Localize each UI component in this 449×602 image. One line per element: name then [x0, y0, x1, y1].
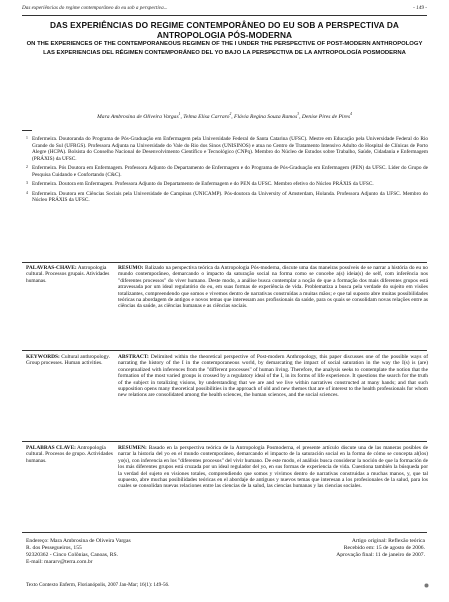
title-spanish: LAS EXPERIENCIAS DEL RÉGIMEN CONTEMPORÁNEO DEL YO BAJO LA PERSPECTIVA DE LA ANTROPOLOGÍA POSMODERNA [43, 49, 406, 56]
header-rule [22, 15, 427, 16]
article-info: Artigo original: Reflexão teórica Recebido em: 15 de agosto de 2006. Aprovação final: 11 de janeiro de 2007. [336, 538, 425, 558]
author-note: 1 Enfermeira. Doutoranda do Programa de Pós-Graduação em Enfermagem pela Universidade Federal de Santa Catarina (UFSC). Mestre em Educação pela Universidade Federal do Rio Grande do Sul (UFRGS). Professora Adjunta na Universidade do Vale do Rio dos Sinos (UNISINOS) e atua no Centro de Tratamento Intensivo Adulto do Hospital de Clínicas de Porto Alegre (HCPA). Bolsista do Conselho Nacional de Desenvolvimento Científico e Tecnológico (CNPq). Membro do Núcleo de Estudos sobre Trabalho, Saúde, Cidadania e Enfermagem (PRÁXIS) da UFSC. [26, 136, 428, 162]
abstract-spanish: RESUMEN: Basado en la perspectiva teórica de la Antropología Posmoderna, el presente artículo discute una de las maneras posibles de narrar la historia del yo en el mundo contemporáneo, demarcando el impacto de la saturación social en la forma de cómo se concepta al(los) yo(s), con inferencia en los "diferentes procesos" del vivir humano. De este modo, el análisis busca considerar la noción de que la formación de los más diferentes grupos está cruzada por un ideal regulador del yo, en sus formas de experiencia de vida. Cuestiona también la búsqueda por la verdad del sujeto en visiones totales, comprendiendo que somos y vivimos dentro de narrativas construidas a muchas manos, y, que tal supuesto, abre muchas posibilidades teóricas en el abordaje de antiguos y nuevos temas que interesan a los profesionales de la salud, para los cuales se consolidan nuevas relaciones entre las ciencias de la salud, las ciencias humanas y las ciencias sociales. [118, 445, 428, 490]
section-rule [22, 350, 427, 351]
title-portuguese: DAS EXPERIÊNCIAS DO REGIME CONTEMPORÂNEO DO EU SOB A PERSPECTIVA DA ANTROPOLOGIA PÓS-MODERNA [49, 20, 400, 41]
title-english: ON THE EXPERIENCES OF THE CONTEMPORANEOUS REGIMEN OF THE I UNDER THE PERSPECTIVE OF POST-MODERN ANTHROPOLOGY [26, 41, 423, 48]
keywords-spanish: PALABRAS CLAVE: Antropología cultural. Procesos de grupo. Actividades humanas. [26, 445, 113, 464]
abstract-portuguese: RESUMO: Balizado na perspectiva teórica da Antropologia Pós-moderna, discute uma das maneiras possíveis de se narrar a história do eu no mundo contemporâneo, demarcando o impacto da saturação social na forma como se concebe a(s) ideia(s) de self, com inferência nos "diferentes processos" do viver humano. Deste modo, a análise busca contemplar a noção de que a formação dos mais diferentes grupos está atravessada por um ideal regulatório do eu, em suas formas de experiência de vida. Problematiza a busca pela verdade do sujeito em visões totalizantes, compreendendo que somos e vivemos dentro de narrativas construídas a muitas mãos; e que tal suposto abre muitas possibilidades teóricas na abordagem de antigos e novos temas que interessam aos profissionais da saúde, para os quais se consolidam novas relações entre as ciências da saúde, as ciências humanas e as ciências sociais. [118, 265, 428, 310]
correspondence-address: Endereço: Mara Ambrosina de Oliveira Vargas R. dos Pessegueiros, 155 92320362 - Cinco Colônias, Canoas, RS. E-mail: mararv@terra.com.br [26, 538, 131, 565]
footnote-rule [22, 130, 32, 131]
author: Telma Elisa Carraro$^2$ [183, 112, 232, 120]
author-note: 4 Enfermeira. Doutora em Ciências Sociais pela Universidade de Campinas (UNICAMP). Pós-doutora da University of Amsterdam, Holanda. Professora Adjunto da UFSC. Membro do Núcleo PRÁXIS da UFSC. [26, 190, 428, 203]
abstract-english: ABSTRACT: Delimited within the theoretical perspective of Post-modern Anthropology, this paper discusses one of the possible ways of narrating the history of the I in the contemporaneous world, by demarcating the impact of social saturation in the way the I(s) is (are) conceptualized with inferences from the "different processes" of human living. Therefore, the analysis seeks to contemplate the notion that the formation of the most varied groups is crossed by a regulatory ideal of the I, in its forms of life experience. It questions the search for the truth of the subject in totalizing visions, by understanding that we are and we live within narratives constructed at many hands; and that such supposition opens many theoretical possibilities in the approach of old and new themes that are of interest to the health professionals for whom new relations are consolidated among the health sciences, the human sciences, and the social sciences. [118, 354, 428, 399]
running-title: Das experiências do regime contemporâneo do eu sob a perspectiva... [22, 5, 168, 11]
author-note: 3 Enfermeira. Doutora em Enfermagem. Professora Adjunto do Departamento de Enfermagem e do PEN da UFSC. Membro efetivo do Núcleo PRÁXIS da UFSC. [26, 181, 374, 187]
section-rule [22, 262, 427, 263]
email-address: E-mail: mararv@terra.com.br [26, 559, 93, 565]
title-block [22, 20, 427, 57]
journal-citation: Texto Contexto Enferm, Florianópolis, 2007 Jan-Mar; 16(1): 149-56. [26, 582, 170, 588]
keywords-english: KEYWORDS: Cultural anthropology. Group processes. Human activities. [26, 354, 110, 367]
running-header [22, 5, 427, 14]
author-note: 2 Enfermeira. Pós Doutora em Enfermagem. Professora Adjunto do Departamento de Enfermagem e do Programa de Pós-Graduação em Enfermagem (PEN) da UFSC. Líder do Grupo de Pesquisa Cuidando e Confortando (C&C). [26, 165, 428, 178]
section-rule [22, 532, 427, 533]
author: Denise Pires de Pires$^4$ [301, 112, 352, 120]
author: Flávia Regina Souza Ramos$^3$ [234, 112, 300, 120]
keywords-portuguese: PALAVRAS-CHAVE: Antropologia cultural. Processos grupais. Atividades humanas. [26, 265, 110, 284]
corner-mark-icon [424, 583, 429, 588]
page-number: - 149 - [413, 5, 427, 11]
section-rule [22, 441, 427, 442]
author-list: Mara Ambrosina de Oliveira Vargas$^1$, Telma Elisa Carraro$^2$, Flávia Regina Souza Ramos$^3$, Denise Pires de Pires$^4$ [97, 112, 352, 120]
author-notes [26, 136, 428, 207]
author: Mara Ambrosina de Oliveira Vargas$^1$ [97, 112, 181, 120]
